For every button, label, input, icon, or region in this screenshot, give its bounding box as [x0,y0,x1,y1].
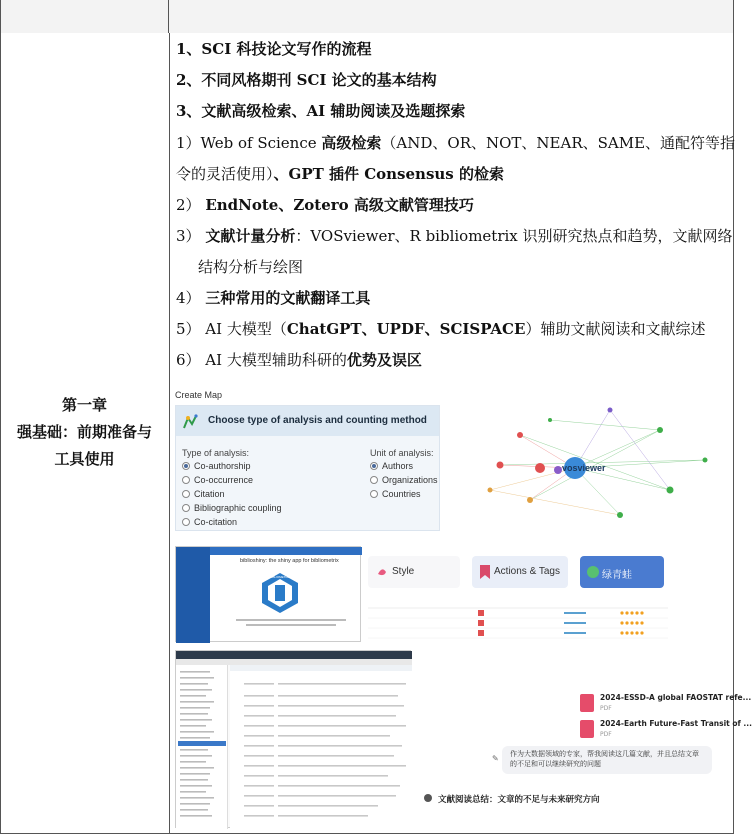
tag-actions[interactable]: Actions & Tags [472,556,568,588]
zotero-editor-screenshot [175,650,411,828]
radio-icon [370,490,378,498]
bibliometrix-logo-text: BIBLIOMETRIX [269,575,291,579]
literature-table-strip [368,600,668,640]
item-3-line1: 3） 文献计量分析：VOSviewer、R bibliometrix 识别研究热点和趋势，文献网络 [176,227,733,245]
radio-co-occurrence[interactable]: Co-occurrence [182,475,253,485]
create-map-heading: Choose type of analysis and counting method [208,415,427,426]
radio-citation[interactable]: Citation [182,489,225,499]
radio-icon [182,518,190,526]
vosviewer-create-map-screenshot [175,390,440,540]
bibliometrix-footer-text [246,624,336,626]
chapter-title-line1: 强基础：前期准备与 [16,423,152,441]
chapter-title-line2: 工具使用 [54,450,115,468]
heading-1: 1、SCI 科技论文写作的流程 [176,40,372,58]
item-2: 2） EndNote、Zotero 高级文献管理技巧 [176,196,474,214]
column-divider [169,33,170,834]
zotero-tree-lines [176,665,228,829]
attached-file-2[interactable]: 2024-Earth Future-Fast Transit of ... PDF [580,718,730,742]
create-map-header [176,406,439,436]
zotero-field-lines [230,665,412,829]
radio-selected-icon [370,462,378,470]
chapter-cell [0,392,169,473]
item-1-line1: 1）Web of Science 高级检索（AND、OR、NOT、NEAR、SAME、通配符等指 [176,134,736,152]
bibliometrix-logo-icon [260,571,300,615]
edit-icon[interactable]: ✎ [492,754,499,763]
summary-heading: 文献阅读总结：文章的不足与未来研究方向 [424,793,600,805]
unit-of-analysis-label: Unit of analysis: [370,448,434,458]
header-cell-right [169,0,734,33]
radio-authors[interactable]: Authors [370,461,413,471]
radio-icon [182,490,190,498]
bibliometrix-topbar [210,547,362,555]
frog-icon [586,565,600,579]
header-row [0,0,734,33]
ai-chat-panel [420,650,752,830]
attached-file-1[interactable]: 2024-ESSD-A global FAOSTAT refe... PDF [580,692,730,716]
type-of-analysis-label: Type of analysis: [182,448,250,458]
table-border-right [733,0,734,834]
radio-icon [182,476,190,484]
bookmark-icon [478,564,492,580]
network-label: vosviewer [562,463,606,473]
user-prompt-bubble: 作为大数据领域的专家，帮我阅读这几篇文献，并且总结文章的不足和可以继续研究的问题 [502,746,712,774]
zotero-tree-panel [176,665,228,829]
create-map-title: Create Map [175,390,223,400]
radio-countries[interactable]: Countries [370,489,421,499]
bibliometrix-sidebar [176,547,210,643]
heading-2: 2、不同风格期刊 SCI 论文的基本结构 [176,71,437,89]
item-3-line2: 结构分析与绘图 [198,258,304,276]
summary-icon [424,794,432,802]
style-icon [376,566,388,578]
header-cell-left [0,0,169,33]
item-6: 6） AI 大模型辅助科研的优势及误区 [176,351,422,369]
item-1-line2: 令的灵活使用）、GPT 插件 Consensus 的检索 [176,165,504,183]
radio-bibliographic-coupling[interactable]: Bibliographic coupling [182,503,282,513]
create-map-panel [175,405,440,531]
vosviewer-network-image [460,390,730,540]
heading-3: 3、文献高级检索、AI 辅助阅读及选题探索 [176,102,466,120]
radio-co-citation[interactable]: Co-citation [182,517,237,527]
bibliometrix-screenshot [175,546,361,642]
bibliometrix-tagline: biblioshiny: the shiny app for bibliometrix [240,558,339,564]
item-4: 4） 三种常用的文献翻译工具 [176,289,371,307]
radio-selected-icon [182,462,190,470]
radio-co-authorship[interactable]: Co-authorship [182,461,251,471]
radio-organizations[interactable]: Organizations [370,475,438,485]
radio-icon [370,476,378,484]
pdf-icon [580,694,594,712]
zotero-main-panel [230,665,412,829]
zotero-titlebar [176,651,412,659]
radio-icon [182,504,190,512]
tag-style[interactable]: Style [368,556,460,588]
chapter-number: 第一章 [61,396,107,414]
item-5: 5） AI 大模型（ChatGPT、UPDF、SCISPACE）辅助文献阅读和文献综述 [176,320,706,338]
vosviewer-logo-icon [182,414,200,430]
pdf-icon [580,720,594,738]
tag-frog[interactable]: 绿青蛙 [580,556,664,588]
bibliometrix-footer-text [236,619,346,621]
